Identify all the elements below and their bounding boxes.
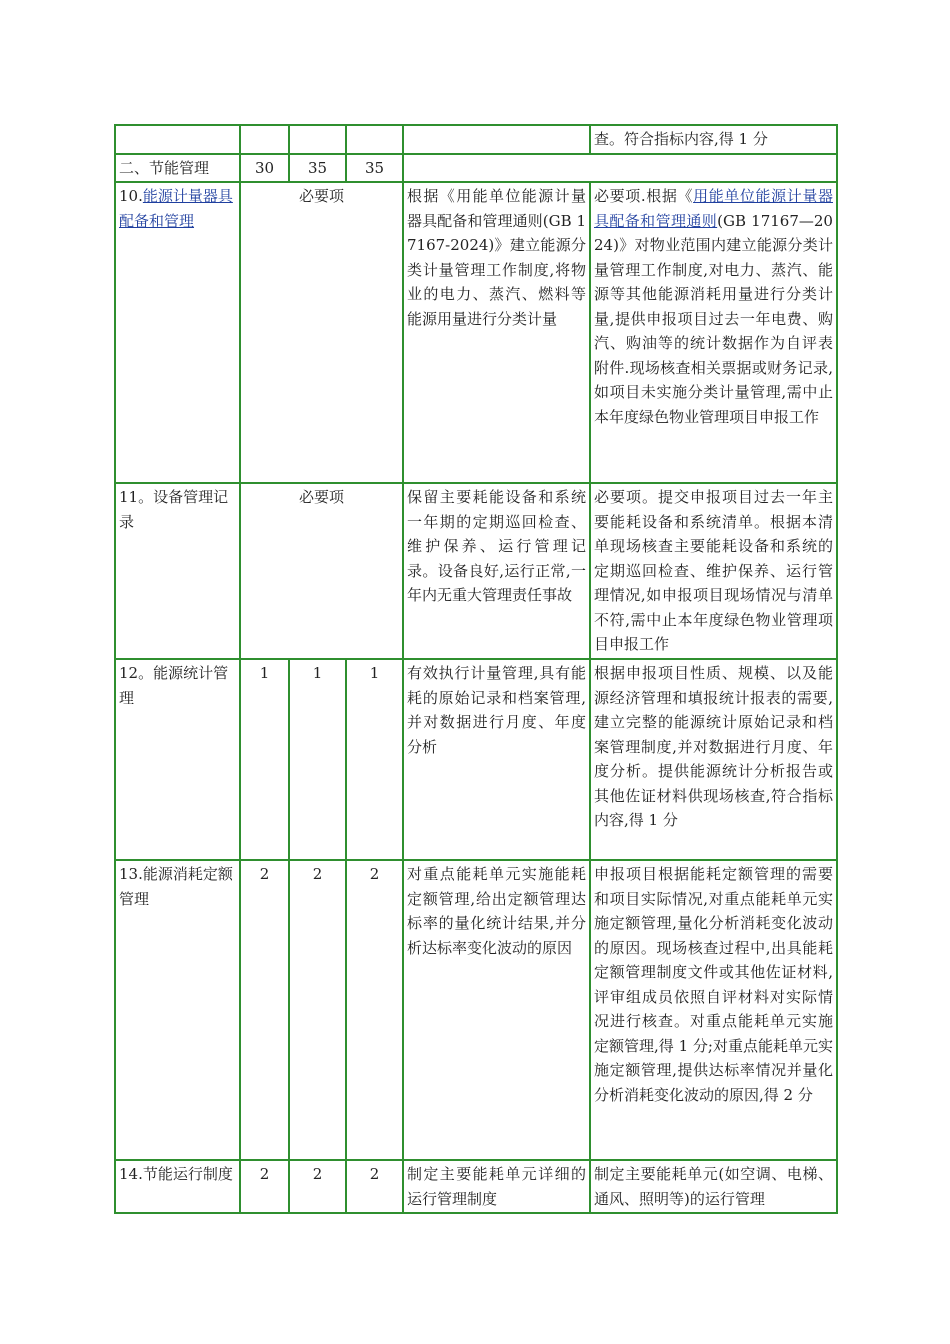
criteria-cell: 查。符合指标内容,得 1 分 — [590, 125, 837, 154]
table-row — [115, 659, 837, 860]
standard-link[interactable]: 能源计量器具配备和管理 — [119, 187, 233, 230]
criteria-cell — [590, 182, 837, 483]
score-cell — [346, 125, 403, 154]
table-row — [115, 1160, 837, 1213]
score-cell — [240, 125, 289, 154]
criteria-cell: 必要项。提交申报项目过去一年主要能耗设备和系统清单。根据本清单现场核查主要能耗设备和系统的定期巡回检查、维护保养、运行管理情况,如申报项目现场情况与清单不符,需中止本年度绿色物业管理项目申报工作 — [590, 483, 837, 659]
item-cell: 13.能源消耗定额管理 — [115, 860, 240, 1160]
requirement-cell: 对重点能耗单元实施能耗定额管理,给出定额管理达标率的量化统计结果,并分析达标率变化波动的原因 — [403, 860, 590, 1160]
item-cell: 12。能源统计管理 — [115, 659, 240, 860]
score-cell: 2 — [346, 860, 403, 1160]
scoring-table — [114, 124, 838, 1214]
score-cell: 2 — [289, 1160, 346, 1213]
section-title: 二、节能管理 — [115, 154, 240, 183]
table-row — [115, 483, 837, 659]
requirement-cell: 制定主要能耗单元详细的运行管理制度 — [403, 1160, 590, 1213]
score-cell: 2 — [346, 1160, 403, 1213]
merged-cell: 必要项 — [240, 483, 403, 659]
score-cell: 35 — [289, 154, 346, 183]
score-cell: 30 — [240, 154, 289, 183]
score-cell: 2 — [240, 1160, 289, 1213]
table-row — [115, 860, 837, 1160]
criteria-cell: 制定主要能耗单元(如空调、电梯、通风、照明等)的运行管理 — [590, 1160, 837, 1213]
score-cell: 1 — [240, 659, 289, 860]
merged-cell: 必要项 — [240, 182, 403, 483]
score-cell: 2 — [289, 860, 346, 1160]
criteria-cell: 申报项目根据能耗定额管理的需要和项目实际情况,对重点能耗单元实施定额管理,量化分析消耗变化波动的原因。现场核查过程中,出具能耗定额管理制度文件或其他佐证材料,评审组成员依照自评材料对实际情况进行核查。对重点能耗单元实施定额管理,得 1 分;对重点能耗单元实施定额管理,提供达标率情况并量化分析消耗变化波动的原因,得 2 分 — [590, 860, 837, 1160]
requirement-cell — [403, 125, 590, 154]
empty-cell — [403, 154, 837, 183]
item-number: 10. — [119, 187, 143, 205]
score-cell — [289, 125, 346, 154]
requirement-cell: 根据《用能单位能源计量器具配备和管理通则(GB 17167-2024)》建立能源分类计量管理工作制度,将物业的电力、蒸汽、燃料等能源用量进行分类计量 — [403, 182, 590, 483]
item-cell — [115, 182, 240, 483]
criteria-text: 必要项.根据《 — [594, 187, 694, 205]
criteria-text: (GB 17167—2024)》对物业范围内建立能源分类计量管理工作制度,对电力、蒸汽、能源等其他能源消耗用量进行分类计量,提供申报项目过去一年电费、购汽、购油等的统计数据作为自评表附件.现场核查相关票据或财务记录,如项目未实施分类计量管理,需中止本年度绿色物业管理项目申报工作 — [594, 211, 833, 426]
item-cell — [115, 125, 240, 154]
criteria-cell: 根据申报项目性质、规模、以及能源经济管理和填报统计报表的需要,建立完整的能源统计原始记录和档案管理制度,并对数据进行月度、年度分析。提供能源统计分析报告或其他佐证材料供现场核查,符合指标内容,得 1 分 — [590, 659, 837, 860]
requirement-cell: 有效执行计量管理,具有能耗的原始记录和档案管理,并对数据进行月度、年度分析 — [403, 659, 590, 860]
score-cell: 1 — [289, 659, 346, 860]
standard-link[interactable]: 用能单位能源计量器具配备和管理通则 — [594, 187, 833, 230]
section-row — [115, 154, 837, 183]
table-row — [115, 125, 837, 154]
requirement-cell: 保留主要耗能设备和系统一年期的定期巡回检查、维护保养、运行管理记录。设备良好,运行正常,一年内无重大管理责任事故 — [403, 483, 590, 659]
item-cell: 14.节能运行制度 — [115, 1160, 240, 1213]
score-cell: 35 — [346, 154, 403, 183]
table-row — [115, 182, 837, 483]
score-cell: 1 — [346, 659, 403, 860]
score-cell: 2 — [240, 860, 289, 1160]
item-cell: 11。设备管理记录 — [115, 483, 240, 659]
